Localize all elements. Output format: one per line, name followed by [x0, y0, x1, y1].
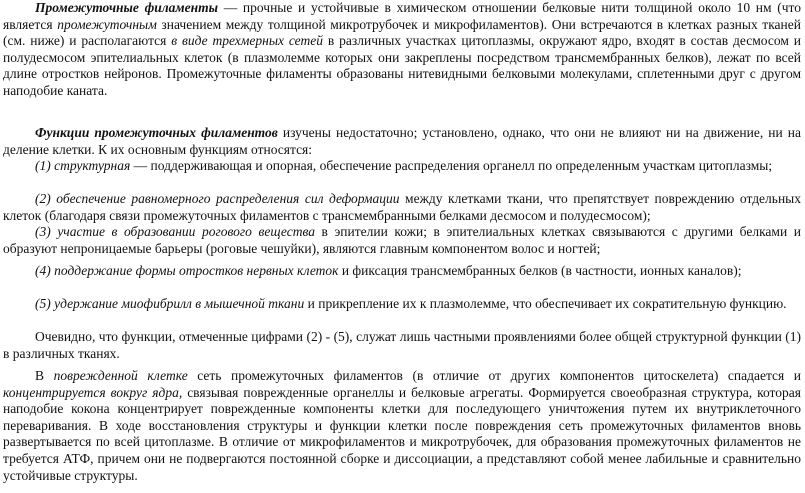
function-text: в эпителии кожи; в эпителиальных клетках связываются с другими белками и образуют непроницаемые барьеры (роговые чешуйки), являются главным компонентом волос и ногтей;: [3, 224, 801, 256]
text: связывая поврежденные органеллы и белковые агрегаты. Формируется своеобразная структура, которая наподобие кокона концентрирует поврежденные компоненты клетки для последующего уничтожения путем их внутриклеточного переваривания. В ходе восстановления структуры и функции клетки после повреждения сеть промежуточных филаментов вновь развертывается по всей цитоплазме. В отличие от микрофиламентов и микротрубочек, для образования промежуточных филаментов не требуется АТФ, причем они не подвергаются постоянной сборке и диссоциации, а представляют собой менее лабильные и сравнительно устойчивые структуры.: [3, 384, 801, 483]
text: — прочные и устойчивые в химическом отношении белковые нити толщиной около 10 нм (что является: [3, 0, 801, 32]
function-title: (3) участие в образовании рогового вещества: [35, 224, 315, 239]
function-title: (4) поддержание формы отростков нервных клеток: [35, 263, 339, 278]
paragraph-damaged-cell: [3, 368, 801, 484]
function-item-2: [3, 191, 801, 224]
text: сеть промежуточных филаментов (в отличие от других компонентов цитоскелета) спадается и: [187, 368, 801, 383]
emphasis-intermediate: промежуточным: [57, 16, 157, 32]
function-text: и фиксация трансмембранных белков (в частности, ионных каналов);: [338, 263, 742, 278]
function-item-3: [3, 224, 801, 257]
paragraph-intermediate-filaments-definition: [3, 0, 801, 100]
function-text: — поддерживающая и опорная, обеспечение распределения органелл по определенным участкам цитоплазмы;: [130, 158, 773, 173]
text: В: [35, 368, 54, 383]
function-item-5: [3, 296, 801, 313]
emphasis-3d-networks: в виде трехмерных сетей: [171, 33, 323, 49]
function-title: (1) структурная: [35, 158, 131, 173]
function-title: (2) обеспечение равномерного распределения сил деформации: [35, 191, 400, 206]
function-title: (5) удержание миофибрилл в мышечной ткани: [35, 296, 305, 311]
function-item-1: [3, 158, 801, 175]
emphasis-damaged-cell: поврежденной клетке: [53, 368, 188, 383]
paragraph-functions-intro: [3, 125, 801, 158]
function-item-4: [3, 263, 801, 280]
text: в различных участках цитоплазмы, окружают ядро, входят в состав десмосом и полудесмосом эпителиальных клеток (в плазмолемме которых они закреплены посредством трансмембранных белков), лежат по всей длине отростков нейронов. Промежуточные филаменты образованы нитевидными белковыми молекулами, сплетенными друг с другом наподобие каната.: [3, 33, 801, 98]
function-text: между клетками ткани, что препятствует повреждению отдельных клеток (благодаря связи промежуточных филаментов с трансмембранными белками десмосом и полудесмосом);: [3, 191, 801, 223]
text: Очевидно, что функции, отмеченные цифрами (2) - (5), служат лишь частными проявлениями более общей структурной функции (1) в различных тканях.: [3, 329, 801, 361]
term-functions: Функции промежуточных филаментов: [35, 125, 278, 140]
text: изучены недостаточно; установлено, однако, что они не влияют ни на движение, ни на деление клетки. К их основным функциям относятся:: [3, 125, 802, 157]
term-intermediate-filaments: Промежуточные филаменты: [35, 0, 219, 15]
emphasis-concentrates-around-nucleus: концентрируется вокруг ядра,: [3, 384, 183, 400]
function-text: и прикрепление их к плазмолемме, что обеспечивает их сократительную функцию.: [304, 296, 787, 311]
paragraph-functions-summary: [3, 329, 801, 362]
text: значением между толщиной микротрубочек и микрофиламентов). Они встречаются в клетках разных тканей (см. ниже) и располагаются: [3, 16, 801, 49]
